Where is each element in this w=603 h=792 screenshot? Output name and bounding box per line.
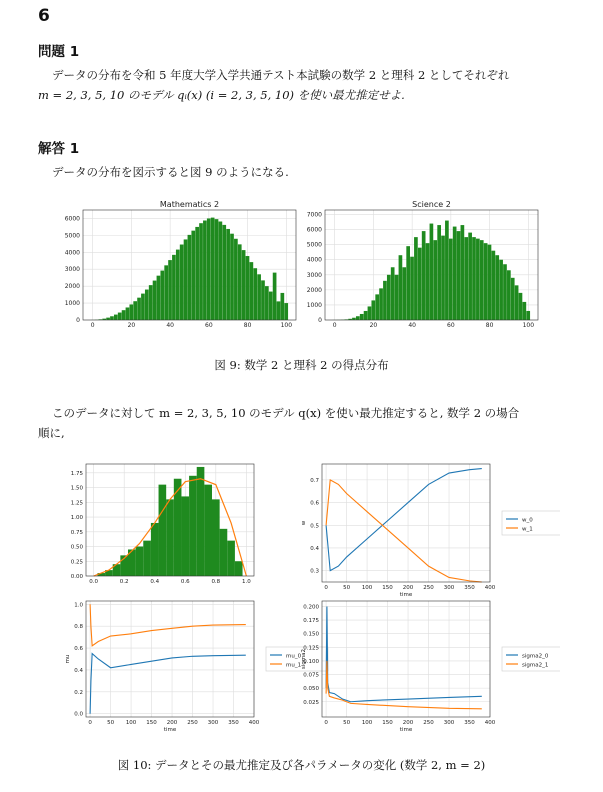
bar [176,250,180,320]
bar [114,315,118,320]
x-tick-label: 350 [464,585,475,591]
axes-frame [322,464,490,582]
bar [106,318,110,320]
bar [230,234,234,320]
bar [122,310,126,320]
sigma2-plot [301,601,560,733]
y-tick-label: 2000 [306,286,322,294]
y-tick-label: 0.4 [74,667,83,674]
bar [184,239,188,320]
bar [492,251,496,320]
y-tick-label: 5000 [306,241,322,249]
y-tick-label: 0.0 [74,711,83,718]
bar [227,541,235,576]
series-line-sigma2_0 [326,606,482,701]
bar [284,303,288,320]
y-tick-label: 0.5 [310,523,319,530]
bar [129,304,133,320]
bar [203,220,207,320]
bar [166,499,174,576]
bar [250,262,254,320]
x-tick-label: 400 [484,585,496,591]
bar [414,237,418,320]
y-tick-label: 0.50 [70,544,83,551]
x-tick-label: 80 [243,322,252,329]
bar [136,547,144,576]
w-plot [301,464,560,598]
y-tick-label: 1.75 [70,470,83,477]
bar [515,285,519,320]
bar [441,236,445,320]
bar [391,267,395,320]
bar [110,316,114,320]
series-line-mu_0 [90,654,246,714]
bar [406,246,410,320]
series-line-mu_1 [90,604,246,646]
bar [141,294,145,320]
bar [457,231,461,320]
page-number: 6 [38,6,50,26]
x-tick-label: 200 [402,720,414,726]
x-tick-label: 200 [402,585,414,591]
chart-title: Mathematics 2 [159,200,220,209]
legend-label: w_1 [522,526,533,533]
bar [188,235,192,320]
x-tick-label: 40 [166,322,174,329]
y-tick-label: 4000 [306,256,322,264]
x-tick-label: 0.2 [119,579,129,585]
y-tick-label: 3000 [64,266,80,274]
bar [149,285,153,320]
y-tick-label: 6000 [306,226,322,234]
y-tick-label: 0.00 [70,574,83,580]
bar [215,219,219,320]
x-axis-label: time [399,727,413,733]
legend-label: mu_1 [286,662,302,669]
bar [181,496,189,576]
bar [273,273,277,320]
x-tick-label: 250 [187,720,198,726]
bar [422,231,426,320]
bar [168,260,172,320]
x-axis-label: time [399,592,413,598]
math2-histogram [65,200,296,329]
problem-line-1: データの分布を令和 5 年度大学入学共通テスト本試験の数学 2 と理科 2 としてそれぞれ [52,68,510,82]
bar [204,485,212,576]
y-tick-label: 0.8 [74,624,83,631]
bar [226,229,230,320]
bar [235,561,243,576]
x-tick-label: 60 [447,322,455,329]
bar [242,250,246,320]
x-tick-label: 50 [343,720,351,726]
bar [126,307,130,320]
bar [480,240,484,320]
y-tick-label: 3000 [306,271,322,279]
bar [356,316,360,320]
x-tick-label: 300 [207,720,219,726]
x-tick-label: 50 [343,585,351,591]
bar [379,288,383,320]
x-tick-label: 1.0 [241,579,251,585]
y-tick-label: 1.00 [70,515,83,522]
bar [368,306,372,320]
series-line-w_1 [326,480,482,582]
figure-10 [60,456,560,738]
axes-frame [86,601,254,717]
bar [399,255,403,320]
y-tick-label: 1.0 [74,602,83,609]
y-tick-label: 6000 [64,215,80,223]
bar [387,275,391,320]
y-tick-label: 0.6 [310,500,319,507]
y-tick-label: 7000 [306,211,322,219]
bar [523,302,527,320]
x-tick-label: 0 [324,585,328,591]
x-tick-label: 250 [423,720,434,726]
bar [364,311,368,320]
x-tick-label: 0 [332,322,337,329]
bar [265,286,269,320]
bar [238,244,242,320]
x-tick-label: 100 [125,720,137,726]
bar [257,274,261,320]
bar [503,264,507,320]
bar [511,278,515,320]
x-tick-label: 50 [107,720,115,726]
y-tick-label: 4000 [64,249,80,257]
y-tick-label: 0.7 [310,477,319,484]
bar [495,255,499,320]
y-tick-label: 0.6 [74,646,83,653]
x-tick-label: 250 [423,585,434,591]
bar [430,224,434,320]
bar [143,541,151,576]
bar [191,231,195,320]
bar [519,293,523,320]
y-tick-label: 0.3 [310,568,319,575]
bar [133,301,137,320]
bar [151,523,159,576]
y-tick-label: 0.25 [70,559,83,566]
y-tick-label: 0.200 [303,604,319,611]
x-tick-label: 100 [361,585,373,591]
legend-label: sigma2_1 [522,662,549,669]
legend-label: mu_0 [286,653,302,660]
x-tick-label: 80 [485,322,494,329]
bar [153,281,157,320]
bar [269,292,273,320]
problem-heading: 問題 1 [38,44,80,60]
bar [145,290,149,320]
x-tick-label: 400 [248,720,260,726]
series-line-w_0 [326,469,482,571]
x-tick-label: 0.4 [150,579,160,585]
bar [261,280,265,320]
figure-9-caption: 図 9: 数学 2 と理科 2 の得点分布 [214,358,389,372]
bar [157,276,161,320]
bar [468,233,472,320]
bar [499,260,503,320]
chart-title: Science 2 [412,200,451,209]
x-tick-label: 0.0 [89,579,99,585]
bar [195,227,199,320]
bar [472,237,476,320]
y-axis-label: w [301,520,307,526]
problem-line-2: m = 2, 3, 5, 10 のモデル qᵢ(x) (i = 2, 3, 5, 10) を使い最尤推定せよ. [38,88,405,102]
y-tick-label: 0 [76,317,80,324]
mu-plot [65,601,328,733]
fit-histogram [71,464,254,585]
bar [137,298,141,320]
y-tick-label: 0.050 [303,686,319,693]
bar [212,499,220,576]
x-tick-label: 400 [484,720,496,726]
x-tick-label: 0.8 [211,579,221,585]
bar [383,281,387,320]
y-tick-label: 1000 [64,300,80,308]
bar [488,245,492,320]
x-tick-label: 40 [408,322,416,329]
legend-label: w_0 [522,517,533,524]
y-tick-label: 1000 [306,301,322,309]
bar [180,245,184,320]
y-tick-label: 5000 [64,232,80,240]
x-tick-label: 20 [369,322,378,329]
y-tick-label: 0.2 [74,689,83,696]
y-tick-label: 0.075 [303,672,319,679]
bar [277,301,281,320]
x-tick-label: 350 [464,720,475,726]
x-tick-label: 100 [522,322,535,329]
bar [402,267,406,320]
y-tick-label: 0.025 [303,699,319,706]
bar [410,257,414,320]
y-tick-label: 0 [318,317,322,324]
science2-histogram [307,200,538,329]
bar [445,221,449,320]
y-tick-label: 0.175 [303,618,319,625]
y-tick-label: 1.50 [70,485,83,492]
y-axis-label: sigma2 [301,648,307,670]
bar [160,271,164,320]
x-tick-label: 150 [146,720,157,726]
bar [159,485,167,576]
answer-para2-line-1: このデータに対して m = 2, 3, 5, 10 のモデル q(x) を使い最尤推定すると, 数学 2 の場合 [52,406,520,420]
bar [234,239,238,320]
figure-10-caption: 図 10: データとその最尤推定及び各パラメータの変化 (数学 2, m = 2) [117,758,486,772]
x-tick-label: 300 [443,585,455,591]
x-tick-label: 100 [280,322,293,329]
bar [197,467,205,576]
answer-heading: 解答 1 [38,141,80,157]
x-tick-label: 60 [205,322,213,329]
bar [207,218,211,320]
bar [172,255,176,320]
bar [219,222,223,320]
bar [281,293,285,320]
x-tick-label: 0 [324,720,328,726]
bar [461,225,465,320]
bar [476,239,480,320]
x-tick-label: 0.6 [180,579,190,585]
bar [433,240,437,320]
bar [222,225,226,320]
x-tick-label: 350 [228,720,239,726]
x-tick-label: 150 [382,585,393,591]
y-tick-label: 2000 [64,283,80,291]
y-tick-label: 0.4 [310,545,319,552]
bar [375,294,379,320]
bar [164,265,168,320]
y-tick-label: 0.75 [70,529,83,536]
x-axis-label: time [163,727,177,733]
bar [418,248,422,320]
legend-label: sigma2_0 [522,653,549,660]
bar [220,529,228,576]
bar [118,313,122,320]
bar [246,256,250,320]
bar [453,227,457,320]
bar [371,300,375,320]
bar [507,270,511,320]
x-tick-label: 0 [88,720,92,726]
x-tick-label: 150 [382,720,393,726]
answer-para2-line-2: 順に, [38,426,65,440]
bar [360,314,364,320]
x-tick-label: 20 [127,322,136,329]
bar [253,268,257,320]
bar [484,243,488,320]
bar [189,476,197,576]
bar [449,239,453,320]
bar [464,237,468,320]
bar [426,243,430,320]
x-tick-label: 200 [166,720,178,726]
bar [395,275,399,320]
y-tick-label: 1.25 [70,500,83,507]
bar [526,311,530,320]
x-tick-label: 0 [90,322,95,329]
x-tick-label: 300 [443,720,455,726]
bar [211,218,215,320]
y-tick-label: 0.100 [303,658,319,665]
y-tick-label: 0.125 [303,645,319,652]
bar [437,225,441,320]
y-tick-label: 0.150 [303,631,319,638]
bar [199,223,203,320]
x-tick-label: 100 [361,720,373,726]
bar [352,318,356,320]
figure-9 [55,196,545,338]
y-axis-label: mu [65,654,71,664]
answer-line-1: データの分布を図示すると図 9 のようになる. [52,165,289,179]
